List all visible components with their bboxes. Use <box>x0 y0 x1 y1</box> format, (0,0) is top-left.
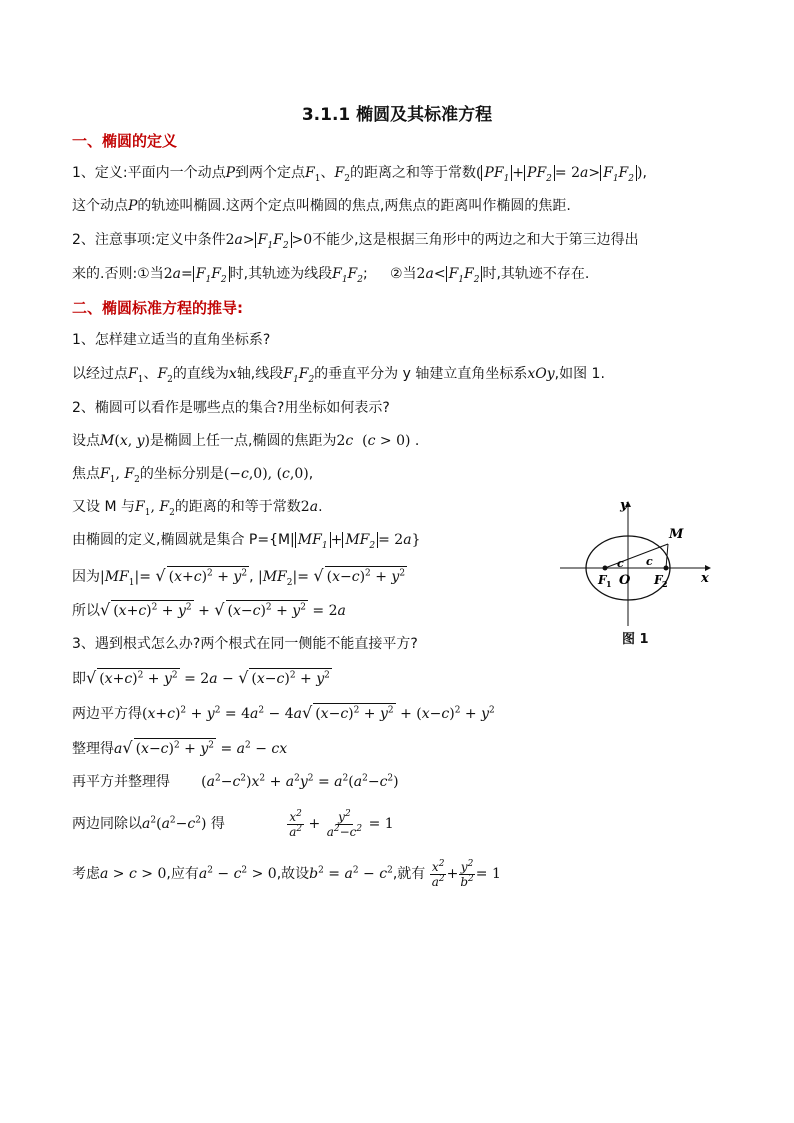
para-square: 两边平方得$(x+c)^2 + y^2 = 4a^2 - 4a√$ $(x-c)^2 + y^2 + (x-c)^2 + y^2$ <box>72 703 495 722</box>
x-axis-label: x <box>701 571 709 586</box>
para-constant: 又设 M 与$F_1$, $F_2$的距离的和等于常数2a. <box>72 499 323 518</box>
question-3: 3、遇到根式怎么办?两个根式在同一侧能不能直接平方? <box>72 636 418 652</box>
point-m-label: M <box>669 527 684 542</box>
answer-1: 以经过点$F_1$、$F_2$的直线为x轴,线段$F_1F_2$的垂直平分为 y 轴建立直角坐标系xOy,如图 1. <box>72 366 605 385</box>
note-line-1: 2、注意事项:定义中条件$2a> F_1F_2 >0$不能少,这是根据三角形中的两边之和大于第三边得出 <box>72 232 639 251</box>
ellipse-diagram-icon <box>560 498 720 628</box>
section-heading-derivation: 二、椭圆标准方程的推导: <box>72 299 243 317</box>
segment-mf1 <box>605 544 668 568</box>
focus-f1-sub: 1 <box>606 579 612 589</box>
definition-line-1: 1、定义:平面内一个动点P到两个定点$F_1$、$F_2$的距离之和等于常数( $PF_1 + PF_2 = 2a> F_1F_2$ ), <box>72 165 647 184</box>
question-1: 1、怎样建立适当的直角坐标系? <box>72 332 271 348</box>
focus-f2-sub: 2 <box>662 579 668 589</box>
para-foci: 焦点$F_1$, $F_2$的坐标分别是(−c,0), (c,0), <box>72 466 314 485</box>
focus-f2-dot <box>664 566 669 571</box>
definition-line-2: 这个动点P的轨迹叫椭圆.这两个定点叫椭圆的焦点,两焦点的距离叫作椭圆的焦距. <box>72 198 571 214</box>
para-simplify: 整理得a√ $(x-c)^2 + y^2 = a^2$ − cx <box>72 738 288 757</box>
focus-f2-label: F <box>654 573 663 587</box>
distance-c-right-label: c <box>646 555 653 568</box>
para-set: 由椭圆的定义,椭圆就是集合 P={M| $MF_1 + MF_2 = 2a$} <box>72 532 421 551</box>
origin-label: O <box>619 573 631 588</box>
para-square-again: 再平方并整理得 $(a^2-c^2)x^2 + a^2y^2 = a^2(a^2-c^2)$ <box>72 773 399 790</box>
para-point-m: 设点M(x, y)是椭圆上任一点,椭圆的焦距为2c (c > 0) . <box>72 433 420 449</box>
page-title: 3.1.1 椭圆及其标准方程 <box>301 105 493 125</box>
para-divide: 两边同除以$a^2(a^2-c^2)$ 得 $\frac{x^2}{a^2}$ + $\frac{y^2}{a^2-c^2}$ = 1 <box>72 808 394 839</box>
question-2: 2、椭圆可以看作是哪些点的集合?用坐标如何表示? <box>72 400 390 416</box>
distance-c-left-label: c <box>617 557 624 570</box>
para-isolate: 即√ $(x+c)^2 + y^2 = 2a$ − √ $(x-c)^2 + y^2$ <box>72 668 330 687</box>
y-axis-label: y <box>620 498 628 513</box>
para-standard-form: 考虑a > c > 0,应有$a^2 - c^2 > 0$,故设$b^2 = a^2 - c^2$,就有 $\frac{x^2}{a^2}$ + $\frac{y^2}{b^2}$ = 1 <box>72 858 501 889</box>
focus-f1-label: F <box>598 573 607 587</box>
focus-f1-dot <box>603 566 608 571</box>
note-line-2: 来的.否则:①当$2a= F_1F_2$ 时,其轨迹为线段$F_1F_2$; ②当$2a< F_1F_2$ 时,其轨迹不存在. <box>72 266 590 285</box>
figure-caption: 图 1 <box>622 632 649 647</box>
section-heading-definition: 一、椭圆的定义 <box>72 132 178 150</box>
para-sum-equation: 所以√ $(x+c)^2 + y^2$ + √ $(x-c)^2 + y^2 = 2a$ <box>72 600 346 619</box>
para-distances: 因为$|MF_1|=$ √ $(x+c)^2 + y^2$ , $|MF_2|=$ √ $(x-c)^2 + y^2$ <box>72 566 406 588</box>
